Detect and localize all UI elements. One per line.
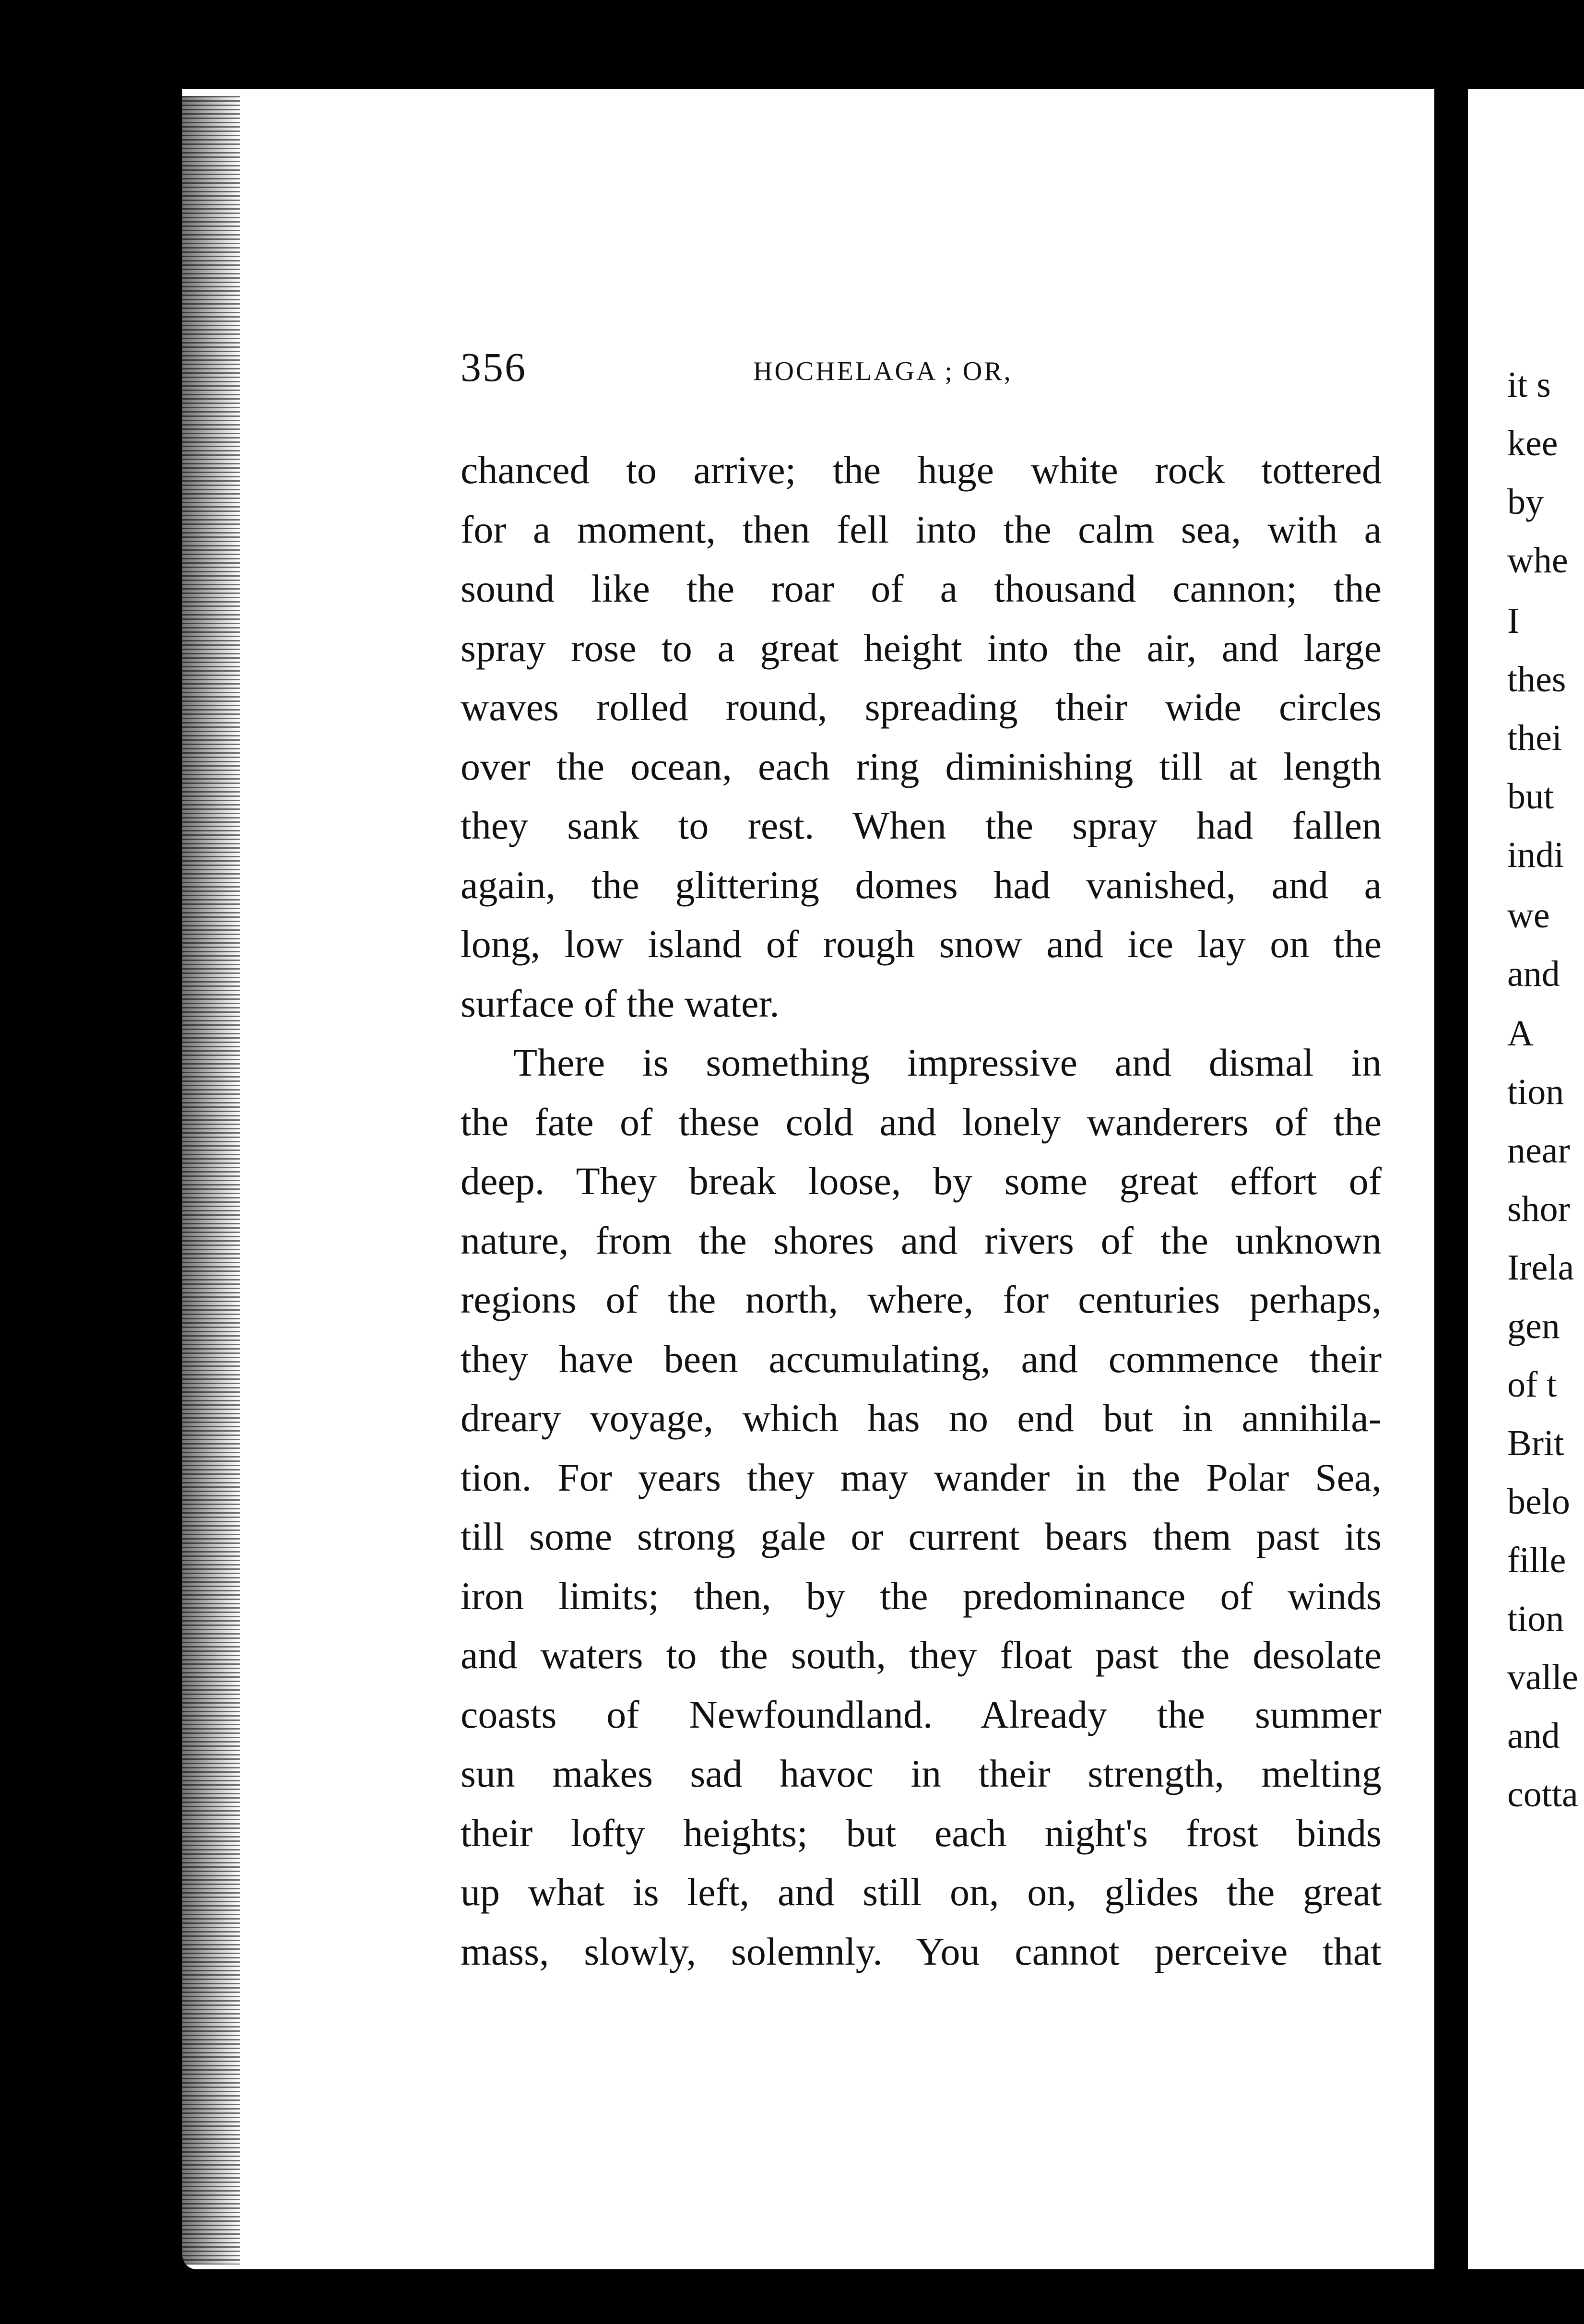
text-line: their lofty heights; but each night's frost binds: [461, 1811, 1382, 1855]
page-number: 356: [461, 344, 527, 390]
body-text: [461, 440, 1382, 1981]
text-line: iron limits; then, by the predominance of winds: [461, 1574, 1382, 1618]
text-line: nature, from the shores and rivers of the unknown: [461, 1218, 1382, 1262]
text-line: deep. They break loose, by some great effort of: [461, 1159, 1382, 1203]
text-line: waves rolled round, spreading their wide circles: [461, 685, 1382, 729]
facing-page-fragment: near: [1507, 1130, 1570, 1171]
text-line: up what is left, and still on, on, glides the great: [461, 1870, 1382, 1914]
text-line: till some strong gale or current bears them past its: [461, 1515, 1382, 1558]
facing-page-fragment: belo: [1507, 1482, 1570, 1522]
facing-page-fragment: fille: [1507, 1540, 1566, 1580]
text-line: regions of the north, where, for centuries perhaps,: [461, 1278, 1382, 1321]
facing-page-fragment: gen: [1507, 1306, 1560, 1346]
book-gutter: [1434, 0, 1468, 2324]
scan-page-edge: [144, 96, 240, 2265]
text-line: they have been accumulating, and commence their: [461, 1337, 1382, 1381]
facing-page-fragment: cotta: [1507, 1774, 1578, 1814]
facing-page-fragment: Irela: [1507, 1247, 1574, 1288]
text-line: dreary voyage, which has no end but in annihila-: [461, 1396, 1382, 1440]
text-line: they sank to rest. When the spray had fallen: [461, 804, 1382, 847]
running-head: HOCHELAGA ; OR,: [753, 356, 1013, 386]
facing-page-fragment: by: [1507, 482, 1544, 522]
facing-page: [1468, 89, 1584, 2269]
text-line: sound like the roar of a thousand cannon; the: [461, 567, 1382, 610]
text-line: There is something impressive and dismal in: [513, 1041, 1382, 1084]
text-line: and waters to the south, they float past the desolate: [461, 1633, 1382, 1677]
text-line: spray rose to a great height into the air, and large: [461, 626, 1382, 670]
facing-page-fragment: and: [1507, 1716, 1560, 1756]
facing-page-fragment: whe: [1507, 540, 1568, 581]
text-line: chanced to arrive; the huge white rock tottered: [461, 448, 1382, 492]
facing-page-fragment: indi: [1507, 835, 1564, 875]
facing-page-fragment: tion: [1507, 1072, 1564, 1112]
facing-page-fragment: we: [1507, 895, 1550, 936]
facing-page-fragment: tion: [1507, 1599, 1564, 1639]
facing-page-fragment: shor: [1507, 1189, 1570, 1229]
text-line: mass, slowly, solemnly. You cannot perceive that: [461, 1929, 1382, 1973]
text-line: the fate of these cold and lonely wanderers of the: [461, 1100, 1382, 1144]
text-line: over the ocean, each ring diminishing till at length: [461, 744, 1382, 788]
facing-page-fragment: I: [1507, 601, 1520, 641]
text-line: again, the glittering domes had vanished, and a: [461, 863, 1382, 907]
facing-page-fragment: valle: [1507, 1657, 1578, 1697]
facing-page-fragment: of t: [1507, 1364, 1557, 1405]
text-line: sun makes sad havoc in their strength, melting: [461, 1752, 1382, 1795]
text-line: long, low island of rough snow and ice lay on the: [461, 922, 1382, 966]
facing-page-fragment: it s: [1507, 365, 1551, 405]
text-line: surface of the water.: [461, 981, 780, 1025]
facing-page-fragment: and: [1507, 954, 1560, 994]
facing-page-fragment: A: [1507, 1013, 1534, 1054]
facing-page-fragment: kee: [1507, 423, 1558, 463]
text-line: coasts of Newfoundland. Already the summer: [461, 1692, 1382, 1736]
facing-page-fragment: Brit: [1507, 1423, 1564, 1463]
text-line: tion. For years they may wander in the Polar Sea,: [461, 1455, 1382, 1499]
facing-page-fragment: thes: [1507, 659, 1566, 700]
facing-page-fragment: thei: [1507, 718, 1562, 758]
text-line: for a moment, then fell into the calm sea, with a: [461, 507, 1382, 551]
facing-page-fragment: but: [1507, 776, 1554, 817]
